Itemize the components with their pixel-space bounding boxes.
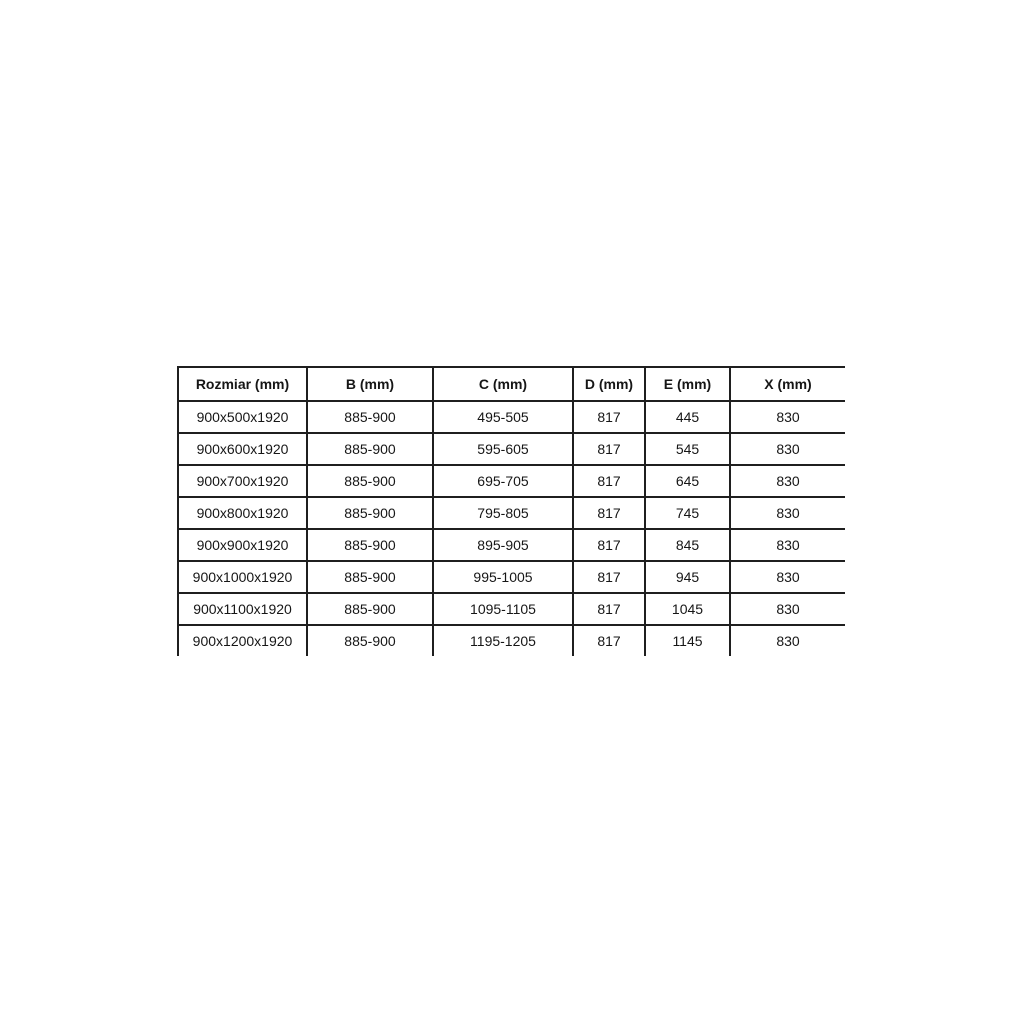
table-cell: 995-1005 [433,561,573,593]
table-cell: 830 [730,625,845,656]
table-cell: 645 [645,465,730,497]
header-row [178,367,845,401]
table-cell: 900x900x1920 [178,529,307,561]
table-row [178,561,845,593]
table-cell: 817 [573,593,645,625]
table-cell: 845 [645,529,730,561]
table-cell: 830 [730,593,845,625]
table-cell: 830 [730,401,845,433]
table-row [178,497,845,529]
table-cell: 885-900 [307,433,433,465]
table-cell: 885-900 [307,561,433,593]
table-cell: 885-900 [307,529,433,561]
table-cell: 900x1000x1920 [178,561,307,593]
table-cell: 817 [573,561,645,593]
table-cell: 895-905 [433,529,573,561]
table-cell: 1145 [645,625,730,656]
table-cell: 1195-1205 [433,625,573,656]
table-cell: 817 [573,497,645,529]
table-cell: 900x500x1920 [178,401,307,433]
table-cell: 900x1100x1920 [178,593,307,625]
table-cell: 830 [730,561,845,593]
table-cell: 830 [730,497,845,529]
table-cell: 830 [730,529,845,561]
table-cell: 900x800x1920 [178,497,307,529]
table-cell: 695-705 [433,465,573,497]
table-row [178,593,845,625]
table-cell: 545 [645,433,730,465]
table-cell: 885-900 [307,625,433,656]
table-cell: 817 [573,529,645,561]
table-cell: 885-900 [307,593,433,625]
table-cell: 885-900 [307,401,433,433]
table-row [178,433,845,465]
table-cell: 495-505 [433,401,573,433]
table-cell: 885-900 [307,465,433,497]
table-cell: 817 [573,625,645,656]
table-cell: 817 [573,465,645,497]
size-specification-table [177,366,845,656]
table-cell: 817 [573,433,645,465]
table-cell: 900x1200x1920 [178,625,307,656]
table-cell: 817 [573,401,645,433]
column-header-c: C (mm) [433,367,573,401]
table-cell: 885-900 [307,497,433,529]
column-header-e: E (mm) [645,367,730,401]
table-cell: 745 [645,497,730,529]
table-row [178,401,845,433]
table-cell: 900x600x1920 [178,433,307,465]
table-row [178,465,845,497]
table-row [178,625,845,656]
column-header-d: D (mm) [573,367,645,401]
table-cell: 595-605 [433,433,573,465]
table-cell: 830 [730,433,845,465]
column-header-b: B (mm) [307,367,433,401]
table-cell: 830 [730,465,845,497]
column-header-x: X (mm) [730,367,845,401]
table-cell: 945 [645,561,730,593]
table-cell: 900x700x1920 [178,465,307,497]
table-cell: 795-805 [433,497,573,529]
table-cell: 445 [645,401,730,433]
table-row [178,529,845,561]
column-header-rozmiar: Rozmiar (mm) [178,367,307,401]
table-cell: 1095-1105 [433,593,573,625]
table-cell: 1045 [645,593,730,625]
